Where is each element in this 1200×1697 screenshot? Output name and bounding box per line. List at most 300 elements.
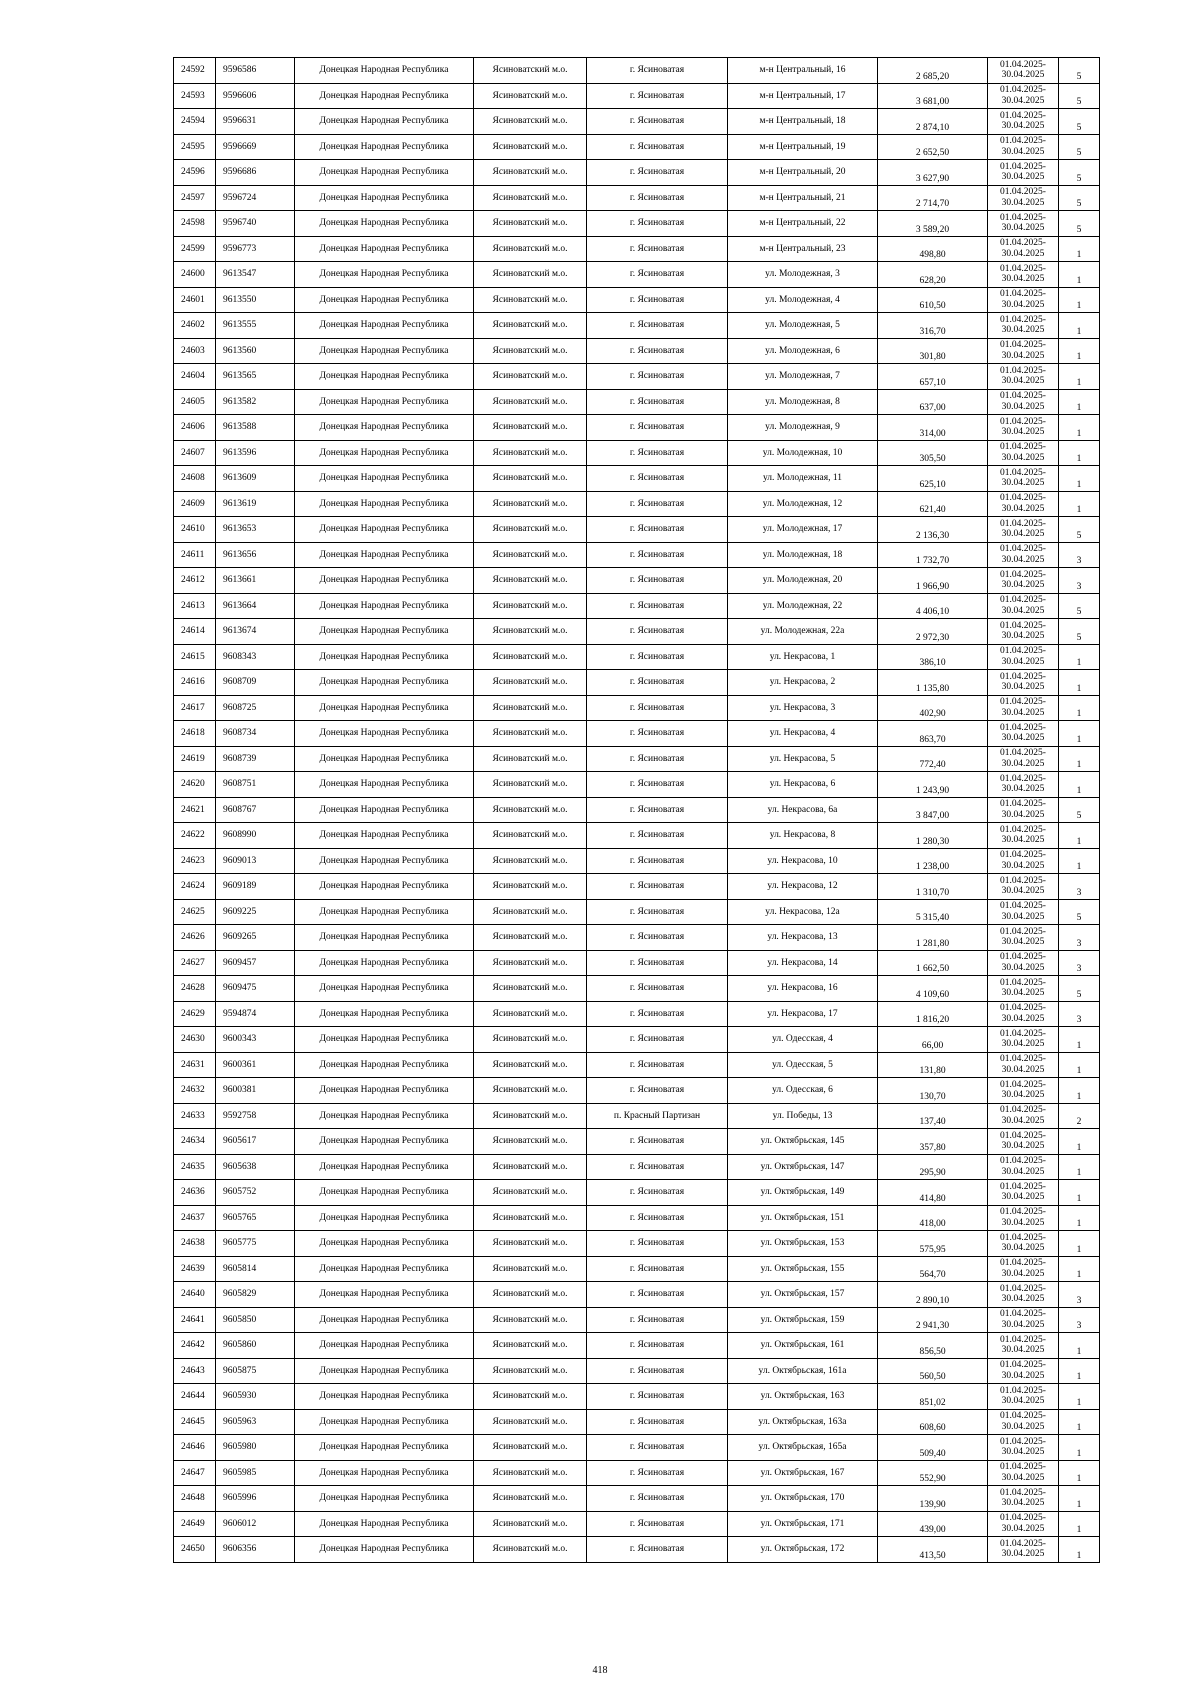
count-cell: 1 xyxy=(1059,313,1100,339)
object-code-cell: 9605930 xyxy=(216,1384,295,1410)
region-cell: Донецкая Народная Республика xyxy=(295,593,474,619)
area-cell: 498,80 xyxy=(878,236,988,262)
table-row xyxy=(174,313,1100,339)
period-end: 30.04.2025 xyxy=(1001,299,1045,310)
object-code-cell: 9609457 xyxy=(216,950,295,976)
object-code-cell: 9609013 xyxy=(216,848,295,874)
settlement-cell: г. Ясиноватая xyxy=(587,1435,728,1461)
period-cell xyxy=(988,1231,1059,1257)
region-cell: Донецкая Народная Республика xyxy=(295,1384,474,1410)
table-row xyxy=(174,568,1100,594)
table-row xyxy=(174,976,1100,1002)
record-number-cell: 24593 xyxy=(174,83,216,109)
record-number-cell: 24638 xyxy=(174,1231,216,1257)
period-start: 01.04.2025- xyxy=(1000,1411,1046,1422)
count-cell: 1 xyxy=(1059,389,1100,415)
period-start: 01.04.2025- xyxy=(1000,1487,1046,1498)
object-code-cell: 9613582 xyxy=(216,389,295,415)
period-end: 30.04.2025 xyxy=(1001,146,1045,157)
object-code-cell: 9608751 xyxy=(216,772,295,798)
region-cell: Донецкая Народная Республика xyxy=(295,1052,474,1078)
settlement-cell: г. Ясиноватая xyxy=(587,236,728,262)
municipality-cell: Ясиноватский м.о. xyxy=(474,925,587,951)
count-cell: 5 xyxy=(1059,593,1100,619)
address-cell: ул. Некрасова, 8 xyxy=(728,823,878,849)
period-cell xyxy=(988,1333,1059,1359)
settlement-cell: г. Ясиноватая xyxy=(587,1231,728,1257)
period-start: 01.04.2025- xyxy=(1000,1181,1046,1192)
settlement-cell: г. Ясиноватая xyxy=(587,925,728,951)
period-start: 01.04.2025- xyxy=(1000,1105,1046,1116)
period-cell xyxy=(988,440,1059,466)
count-cell: 1 xyxy=(1059,1333,1100,1359)
region-cell: Донецкая Народная Республика xyxy=(295,1180,474,1206)
period-cell xyxy=(988,593,1059,619)
area-cell: 301,80 xyxy=(878,338,988,364)
object-code-cell: 9600361 xyxy=(216,1052,295,1078)
settlement-cell: г. Ясиноватая xyxy=(587,134,728,160)
record-number-cell: 24635 xyxy=(174,1154,216,1180)
record-number-cell: 24630 xyxy=(174,1027,216,1053)
period-end: 30.04.2025 xyxy=(1001,1396,1045,1407)
table-row xyxy=(174,1409,1100,1435)
record-number-cell: 24632 xyxy=(174,1078,216,1104)
address-cell: ул. Победы, 13 xyxy=(728,1103,878,1129)
count-cell: 5 xyxy=(1059,185,1100,211)
record-number-cell: 24610 xyxy=(174,517,216,543)
municipality-cell: Ясиноватский м.о. xyxy=(474,797,587,823)
period-cell xyxy=(988,746,1059,772)
count-cell: 1 xyxy=(1059,1537,1100,1563)
address-cell: ул. Некрасова, 13 xyxy=(728,925,878,951)
settlement-cell: г. Ясиноватая xyxy=(587,1486,728,1512)
settlement-cell: г. Ясиноватая xyxy=(587,1205,728,1231)
count-cell: 3 xyxy=(1059,542,1100,568)
period-cell xyxy=(988,976,1059,1002)
region-cell: Донецкая Народная Республика xyxy=(295,134,474,160)
area-cell: 139,90 xyxy=(878,1486,988,1512)
period-cell xyxy=(988,848,1059,874)
record-number-cell: 24642 xyxy=(174,1333,216,1359)
address-cell: ул. Молодежная, 3 xyxy=(728,262,878,288)
municipality-cell: Ясиноватский м.о. xyxy=(474,364,587,390)
address-cell: ул. Некрасова, 5 xyxy=(728,746,878,772)
record-number-cell: 24595 xyxy=(174,134,216,160)
municipality-cell: Ясиноватский м.о. xyxy=(474,823,587,849)
municipality-cell: Ясиноватский м.о. xyxy=(474,1001,587,1027)
municipality-cell: Ясиноватский м.о. xyxy=(474,1537,587,1563)
region-cell: Донецкая Народная Республика xyxy=(295,1486,474,1512)
object-code-cell: 9605996 xyxy=(216,1486,295,1512)
region-cell: Донецкая Народная Республика xyxy=(295,287,474,313)
area-cell: 637,00 xyxy=(878,389,988,415)
object-code-cell: 9594874 xyxy=(216,1001,295,1027)
count-cell: 3 xyxy=(1059,1307,1100,1333)
object-code-cell: 9605860 xyxy=(216,1333,295,1359)
period-end: 30.04.2025 xyxy=(1001,1370,1045,1381)
period-cell xyxy=(988,160,1059,186)
object-code-cell: 9605638 xyxy=(216,1154,295,1180)
address-cell: ул. Октябрьская, 167 xyxy=(728,1460,878,1486)
record-number-cell: 24641 xyxy=(174,1307,216,1333)
period-end: 30.04.2025 xyxy=(1001,172,1045,183)
count-cell: 1 xyxy=(1059,1384,1100,1410)
object-code-cell: 9596686 xyxy=(216,160,295,186)
address-cell: ул. Молодежная, 17 xyxy=(728,517,878,543)
period-cell xyxy=(988,287,1059,313)
settlement-cell: г. Ясиноватая xyxy=(587,1027,728,1053)
region-cell: Донецкая Народная Республика xyxy=(295,262,474,288)
period-end: 30.04.2025 xyxy=(1001,1243,1045,1254)
area-cell: 1 281,80 xyxy=(878,925,988,951)
period-end: 30.04.2025 xyxy=(1001,707,1045,718)
count-cell: 1 xyxy=(1059,1460,1100,1486)
address-cell: ул. Некрасова, 10 xyxy=(728,848,878,874)
record-number-cell: 24604 xyxy=(174,364,216,390)
table-row xyxy=(174,338,1100,364)
period-cell xyxy=(988,364,1059,390)
period-start: 01.04.2025- xyxy=(1000,340,1046,351)
object-code-cell: 9605814 xyxy=(216,1256,295,1282)
municipality-cell: Ясиноватский м.о. xyxy=(474,1384,587,1410)
period-cell xyxy=(988,1154,1059,1180)
settlement-cell: г. Ясиноватая xyxy=(587,1384,728,1410)
area-cell: 2 941,30 xyxy=(878,1307,988,1333)
count-cell: 1 xyxy=(1059,670,1100,696)
period-cell xyxy=(988,1282,1059,1308)
count-cell: 2 xyxy=(1059,1103,1100,1129)
region-cell: Донецкая Народная Республика xyxy=(295,211,474,237)
municipality-cell: Ясиноватский м.о. xyxy=(474,670,587,696)
table-row xyxy=(174,415,1100,441)
period-start: 01.04.2025- xyxy=(1000,1283,1046,1294)
address-cell: ул. Октябрьская, 161 xyxy=(728,1333,878,1359)
table-row xyxy=(174,1103,1100,1129)
municipality-cell: Ясиноватский м.о. xyxy=(474,262,587,288)
period-end: 30.04.2025 xyxy=(1001,784,1045,795)
count-cell: 5 xyxy=(1059,160,1100,186)
area-cell: 564,70 xyxy=(878,1256,988,1282)
registry-table xyxy=(173,57,1100,1563)
period-cell xyxy=(988,1435,1059,1461)
address-cell: ул. Октябрьская, 161а xyxy=(728,1358,878,1384)
address-cell: ул. Октябрьская, 171 xyxy=(728,1511,878,1537)
table-row xyxy=(174,823,1100,849)
address-cell: ул. Молодежная, 8 xyxy=(728,389,878,415)
area-cell: 131,80 xyxy=(878,1052,988,1078)
settlement-cell: г. Ясиноватая xyxy=(587,389,728,415)
area-cell: 1 732,70 xyxy=(878,542,988,568)
period-cell xyxy=(988,58,1059,84)
region-cell: Донецкая Народная Республика xyxy=(295,772,474,798)
record-number-cell: 24629 xyxy=(174,1001,216,1027)
address-cell: м-н Центральный, 20 xyxy=(728,160,878,186)
municipality-cell: Ясиноватский м.о. xyxy=(474,1307,587,1333)
municipality-cell: Ясиноватский м.о. xyxy=(474,721,587,747)
count-cell: 3 xyxy=(1059,925,1100,951)
settlement-cell: г. Ясиноватая xyxy=(587,542,728,568)
municipality-cell: Ясиноватский м.о. xyxy=(474,1205,587,1231)
period-cell xyxy=(988,1205,1059,1231)
municipality-cell: Ясиноватский м.о. xyxy=(474,1154,587,1180)
record-number-cell: 24608 xyxy=(174,466,216,492)
period-start: 01.04.2025- xyxy=(1000,748,1046,759)
record-number-cell: 24639 xyxy=(174,1256,216,1282)
settlement-cell: г. Ясиноватая xyxy=(587,619,728,645)
count-cell: 1 xyxy=(1059,1154,1100,1180)
record-number-cell: 24601 xyxy=(174,287,216,313)
address-cell: ул. Некрасова, 12 xyxy=(728,874,878,900)
object-code-cell: 9605850 xyxy=(216,1307,295,1333)
object-code-cell: 9609475 xyxy=(216,976,295,1002)
period-cell xyxy=(988,211,1059,237)
area-cell: 657,10 xyxy=(878,364,988,390)
region-cell: Донецкая Народная Республика xyxy=(295,542,474,568)
count-cell: 1 xyxy=(1059,1511,1100,1537)
object-code-cell: 9605963 xyxy=(216,1409,295,1435)
area-cell: 66,00 xyxy=(878,1027,988,1053)
period-cell xyxy=(988,874,1059,900)
period-end: 30.04.2025 xyxy=(1001,223,1045,234)
period-end: 30.04.2025 xyxy=(1001,529,1045,540)
region-cell: Донецкая Народная Республика xyxy=(295,823,474,849)
count-cell: 1 xyxy=(1059,1409,1100,1435)
period-cell xyxy=(988,899,1059,925)
object-code-cell: 9605775 xyxy=(216,1231,295,1257)
record-number-cell: 24622 xyxy=(174,823,216,849)
period-end: 30.04.2025 xyxy=(1001,503,1045,514)
address-cell: ул. Одесская, 6 xyxy=(728,1078,878,1104)
region-cell: Донецкая Народная Республика xyxy=(295,517,474,543)
period-end: 30.04.2025 xyxy=(1001,1472,1045,1483)
municipality-cell: Ясиноватский м.о. xyxy=(474,695,587,721)
area-cell: 5 315,40 xyxy=(878,899,988,925)
area-cell: 1 280,30 xyxy=(878,823,988,849)
period-cell xyxy=(988,1129,1059,1155)
record-number-cell: 24645 xyxy=(174,1409,216,1435)
record-number-cell: 24650 xyxy=(174,1537,216,1563)
period-cell xyxy=(988,721,1059,747)
period-end: 30.04.2025 xyxy=(1001,1319,1045,1330)
table-row xyxy=(174,670,1100,696)
table-row xyxy=(174,287,1100,313)
region-cell: Донецкая Народная Республика xyxy=(295,466,474,492)
settlement-cell: г. Ясиноватая xyxy=(587,1256,728,1282)
period-start: 01.04.2025- xyxy=(1000,977,1046,988)
period-end: 30.04.2025 xyxy=(1001,478,1045,489)
table-row xyxy=(174,134,1100,160)
municipality-cell: Ясиноватский м.о. xyxy=(474,466,587,492)
period-cell xyxy=(988,1486,1059,1512)
table-row xyxy=(174,542,1100,568)
area-cell: 1 966,90 xyxy=(878,568,988,594)
region-cell: Донецкая Народная Республика xyxy=(295,568,474,594)
region-cell: Донецкая Народная Республика xyxy=(295,1001,474,1027)
settlement-cell: г. Ясиноватая xyxy=(587,670,728,696)
count-cell: 1 xyxy=(1059,848,1100,874)
settlement-cell: г. Ясиноватая xyxy=(587,746,728,772)
address-cell: ул. Некрасова, 12а xyxy=(728,899,878,925)
period-cell xyxy=(988,1052,1059,1078)
period-cell xyxy=(988,797,1059,823)
table-row xyxy=(174,1256,1100,1282)
table-row xyxy=(174,262,1100,288)
settlement-cell: г. Ясиноватая xyxy=(587,772,728,798)
municipality-cell: Ясиноватский м.о. xyxy=(474,976,587,1002)
area-cell: 1 310,70 xyxy=(878,874,988,900)
period-start: 01.04.2025- xyxy=(1000,416,1046,427)
object-code-cell: 9613674 xyxy=(216,619,295,645)
object-code-cell: 9605829 xyxy=(216,1282,295,1308)
record-number-cell: 24600 xyxy=(174,262,216,288)
table-row xyxy=(174,211,1100,237)
table-row xyxy=(174,440,1100,466)
table-row xyxy=(174,185,1100,211)
area-cell: 863,70 xyxy=(878,721,988,747)
address-cell: ул. Молодежная, 12 xyxy=(728,491,878,517)
table-row xyxy=(174,899,1100,925)
object-code-cell: 9608734 xyxy=(216,721,295,747)
period-end: 30.04.2025 xyxy=(1001,350,1045,361)
period-cell xyxy=(988,1256,1059,1282)
object-code-cell: 9592758 xyxy=(216,1103,295,1129)
settlement-cell: г. Ясиноватая xyxy=(587,1511,728,1537)
region-cell: Донецкая Народная Республика xyxy=(295,415,474,441)
period-end: 30.04.2025 xyxy=(1001,95,1045,106)
municipality-cell: Ясиноватский м.о. xyxy=(474,746,587,772)
record-number-cell: 24609 xyxy=(174,491,216,517)
table-row xyxy=(174,874,1100,900)
object-code-cell: 9613588 xyxy=(216,415,295,441)
region-cell: Донецкая Народная Республика xyxy=(295,1282,474,1308)
period-start: 01.04.2025- xyxy=(1000,1360,1046,1371)
settlement-cell: г. Ясиноватая xyxy=(587,109,728,135)
period-end: 30.04.2025 xyxy=(1001,1090,1045,1101)
period-end: 30.04.2025 xyxy=(1001,1192,1045,1203)
record-number-cell: 24619 xyxy=(174,746,216,772)
period-start: 01.04.2025- xyxy=(1000,365,1046,376)
region-cell: Донецкая Народная Республика xyxy=(295,389,474,415)
period-end: 30.04.2025 xyxy=(1001,733,1045,744)
settlement-cell: г. Ясиноватая xyxy=(587,1333,728,1359)
address-cell: м-н Центральный, 23 xyxy=(728,236,878,262)
area-cell: 314,00 xyxy=(878,415,988,441)
object-code-cell: 9596586 xyxy=(216,58,295,84)
table-row xyxy=(174,1435,1100,1461)
object-code-cell: 9613653 xyxy=(216,517,295,543)
object-code-cell: 9605765 xyxy=(216,1205,295,1231)
period-end: 30.04.2025 xyxy=(1001,937,1045,948)
area-cell: 2 890,10 xyxy=(878,1282,988,1308)
table-row xyxy=(174,1358,1100,1384)
record-number-cell: 24615 xyxy=(174,644,216,670)
object-code-cell: 9613550 xyxy=(216,287,295,313)
period-start: 01.04.2025- xyxy=(1000,773,1046,784)
object-code-cell: 9613619 xyxy=(216,491,295,517)
address-cell: ул. Молодежная, 7 xyxy=(728,364,878,390)
period-cell xyxy=(988,134,1059,160)
settlement-cell: г. Ясиноватая xyxy=(587,848,728,874)
period-end: 30.04.2025 xyxy=(1001,886,1045,897)
object-code-cell: 9600343 xyxy=(216,1027,295,1053)
settlement-cell: г. Ясиноватая xyxy=(587,899,728,925)
record-number-cell: 24599 xyxy=(174,236,216,262)
record-number-cell: 24631 xyxy=(174,1052,216,1078)
count-cell: 1 xyxy=(1059,721,1100,747)
period-start: 01.04.2025- xyxy=(1000,1538,1046,1549)
table-row xyxy=(174,236,1100,262)
municipality-cell: Ясиноватский м.о. xyxy=(474,1486,587,1512)
record-number-cell: 24647 xyxy=(174,1460,216,1486)
count-cell: 5 xyxy=(1059,83,1100,109)
record-number-cell: 24637 xyxy=(174,1205,216,1231)
period-start: 01.04.2025- xyxy=(1000,1028,1046,1039)
record-number-cell: 24616 xyxy=(174,670,216,696)
region-cell: Донецкая Народная Республика xyxy=(295,109,474,135)
record-number-cell: 24634 xyxy=(174,1129,216,1155)
area-cell: 560,50 xyxy=(878,1358,988,1384)
settlement-cell: г. Ясиноватая xyxy=(587,83,728,109)
period-start: 01.04.2025- xyxy=(1000,1334,1046,1345)
period-cell xyxy=(988,1180,1059,1206)
record-number-cell: 24620 xyxy=(174,772,216,798)
object-code-cell: 9596669 xyxy=(216,134,295,160)
area-cell: 575,95 xyxy=(878,1231,988,1257)
municipality-cell: Ясиноватский м.о. xyxy=(474,593,587,619)
address-cell: ул. Некрасова, 2 xyxy=(728,670,878,696)
period-start: 01.04.2025- xyxy=(1000,1003,1046,1014)
period-start: 01.04.2025- xyxy=(1000,824,1046,835)
count-cell: 1 xyxy=(1059,364,1100,390)
area-cell: 625,10 xyxy=(878,466,988,492)
table-row xyxy=(174,1129,1100,1155)
address-cell: ул. Молодежная, 18 xyxy=(728,542,878,568)
region-cell: Донецкая Народная Республика xyxy=(295,899,474,925)
period-start: 01.04.2025- xyxy=(1000,161,1046,172)
settlement-cell: г. Ясиноватая xyxy=(587,721,728,747)
period-start: 01.04.2025- xyxy=(1000,314,1046,325)
address-cell: ул. Молодежная, 4 xyxy=(728,287,878,313)
record-number-cell: 24636 xyxy=(174,1180,216,1206)
address-cell: ул. Октябрьская, 157 xyxy=(728,1282,878,1308)
address-cell: ул. Октябрьская, 153 xyxy=(728,1231,878,1257)
municipality-cell: Ясиноватский м.о. xyxy=(474,1027,587,1053)
record-number-cell: 24643 xyxy=(174,1358,216,1384)
period-start: 01.04.2025- xyxy=(1000,569,1046,580)
area-cell: 357,80 xyxy=(878,1129,988,1155)
period-start: 01.04.2025- xyxy=(1000,187,1046,198)
settlement-cell: г. Ясиноватая xyxy=(587,287,728,313)
period-end: 30.04.2025 xyxy=(1001,325,1045,336)
object-code-cell: 9613596 xyxy=(216,440,295,466)
table-row xyxy=(174,466,1100,492)
region-cell: Донецкая Народная Республика xyxy=(295,1027,474,1053)
municipality-cell: Ясиноватский м.о. xyxy=(474,1282,587,1308)
period-cell xyxy=(988,109,1059,135)
region-cell: Донецкая Народная Республика xyxy=(295,746,474,772)
municipality-cell: Ясиноватский м.о. xyxy=(474,1129,587,1155)
address-cell: ул. Некрасова, 1 xyxy=(728,644,878,670)
period-cell xyxy=(988,1103,1059,1129)
table-row xyxy=(174,950,1100,976)
settlement-cell: г. Ясиноватая xyxy=(587,466,728,492)
area-cell: 856,50 xyxy=(878,1333,988,1359)
record-number-cell: 24618 xyxy=(174,721,216,747)
record-number-cell: 24625 xyxy=(174,899,216,925)
object-code-cell: 9596724 xyxy=(216,185,295,211)
settlement-cell: г. Ясиноватая xyxy=(587,823,728,849)
period-end: 30.04.2025 xyxy=(1001,682,1045,693)
